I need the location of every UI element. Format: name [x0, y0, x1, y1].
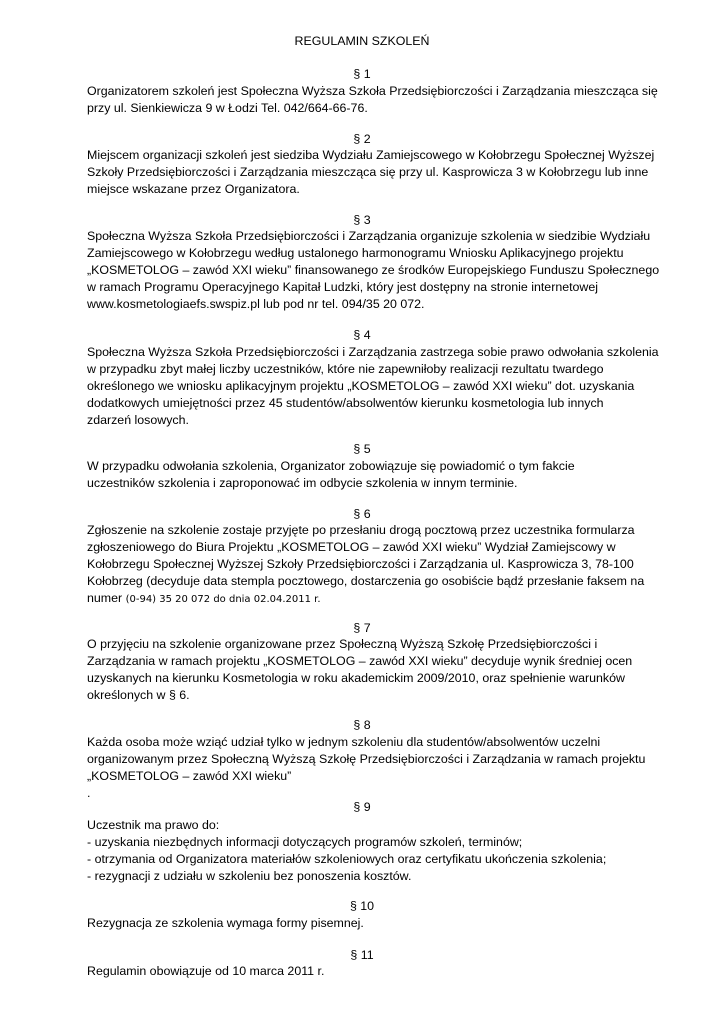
text-line: Kołobrzeg (decyduje data stempla pocztowego, dostarczenia go osobiście bądź przesłanie faksem na [87, 574, 645, 588]
fax-number-text: (0-94) 35 20 072 do dnia 02.04.2011 r. [125, 594, 321, 605]
text-line: www.kosmetologiaefs.swspiz.pl lub pod nr tel. 094/35 20 072. [87, 297, 425, 311]
text-line: Społeczna Wyższa Szkoła Przedsiębiorczości i Zarządzania zastrzega sobie prawo odwołania szkolenia [87, 345, 659, 359]
text-line: dodatkowych umiejętności przez 45 studentów/absolwentów kierunku kosmetologia lub innych [87, 396, 604, 410]
text-line: określonych w § 6. [87, 688, 190, 702]
text-line: miejsce wskazane przez Organizatora. [87, 182, 300, 196]
text-line: Miejscem organizacji szkoleń jest siedziba Wydziału Zamiejscowego w Kołobrzegu Społecznej Wyższej [87, 148, 655, 162]
section-heading-4: § 4 [353, 328, 371, 342]
text-line: uzyskanych na kierunku Kosmetologia w roku akademickim 2009/2010, oraz spełnienie warunków [87, 671, 625, 685]
section-text-2 [87, 147, 655, 198]
text-line: „KOSMETOLOG – zawód XXI wieku” finansowanego ze środków Europejskiego Funduszu Społecznego [87, 263, 660, 277]
text-line: Organizatorem szkoleń jest Społeczna Wyższa Szkoła Przedsiębiorczości i Zarządzania mieszcząca się [87, 84, 658, 98]
section-text-6 [87, 522, 647, 608]
section-heading-3: § 3 [353, 213, 371, 227]
text-line: zgłoszeniowego do Biura Projektu „KOSMETOLOG – zawód XXI wieku” Wydział Zamiejscowy w [87, 540, 616, 554]
section-heading-6: § 6 [353, 507, 371, 521]
text-fragment: numer [87, 591, 126, 605]
text-line: określonego we wniosku aplikacyjnym projektu „KOSMETOLOG – zawód XXI wieku” dot. uzyskania [87, 379, 635, 393]
text-line: zdarzeń losowych. [87, 413, 189, 427]
text-line [87, 590, 647, 608]
text-line: Szkoły Przedsiębiorczości i Zarządzania mieszcząca się przy ul. Kasprowicza 3 w Kołobrzegu lub inne [87, 165, 649, 179]
section-text-3 [87, 228, 660, 313]
text-line: uczestników szkolenia i zaproponować im odbycie szkolenia w innym terminie. [87, 476, 518, 490]
text-line: Uczestnik ma prawo do: [87, 818, 220, 832]
text-line: - uzyskania niezbędnych informacji dotyczących programów szkoleń, terminów; [87, 835, 523, 849]
text-line: Kołobrzegu Społecznej Wyższej Szkoły Przedsiębiorczości i Zarządzania ul. Kasprowicza 3, 78-100 [87, 557, 634, 571]
section-heading-8: § 8 [353, 718, 371, 732]
section-text-8 [87, 734, 647, 802]
section-text-10 [87, 915, 647, 932]
text-line: Regulamin obowiązuje od 10 marca 2011 r. [87, 964, 325, 978]
section-text-4 [87, 344, 659, 429]
text-line: Każda osoba może wziąć udział tylko w jednym szkoleniu dla studentów/absolwentów uczelni [87, 735, 601, 749]
text-line: Rezygnacja ze szkolenia wymaga formy pisemnej. [87, 916, 364, 930]
text-line: Społeczna Wyższa Szkoła Przedsiębiorczości i Zarządzania organizuje szkolenia w siedzibie Wydziału [87, 229, 651, 243]
section-text-11 [87, 963, 647, 980]
text-line: Zarządzania w ramach projektu „KOSMETOLOG – zawód XXI wieku” decyduje wynik średniej ocen [87, 654, 633, 668]
text-line: - otrzymania od Organizatora materiałów szkoleniowych oraz certyfikatu ukończenia szkolenia; [87, 852, 607, 866]
text-line: W przypadku odwołania szkolenia, Organizator zobowiązuje się powiadomić o tym fakcie [87, 459, 575, 473]
section-heading-10: § 10 [349, 899, 375, 913]
text-line: „KOSMETOLOG – zawód XXI wieku” [87, 769, 292, 783]
section-heading-7: § 7 [353, 621, 371, 635]
text-line: O przyjęciu na szkolenie organizowane przez Społeczną Wyższą Szkołę Przedsiębiorczości i [87, 637, 598, 651]
section-heading-1: § 1 [353, 67, 371, 81]
text-line: Zamiejscowego w Kołobrzegu według ustalonego harmonogramu Wniosku Aplikacyjnego projektu [87, 246, 624, 260]
text-line: przy ul. Sienkiewicza 9 w Łodzi Tel. 042/664-66-76. [87, 101, 368, 115]
text-line: - rezygnacji z udziału w szkoleniu bez ponoszenia kosztów. [87, 869, 412, 883]
text-line: . [87, 786, 91, 800]
section-text-5 [87, 458, 647, 492]
text-line: w ramach Programu Operacyjnego Kapitał Ludzki, który jest dostępny na stronie internetowej [87, 280, 599, 294]
section-text-1 [87, 83, 658, 117]
document-title: REGULAMIN SZKOLEŃ [294, 34, 430, 48]
section-heading-5: § 5 [353, 442, 371, 456]
section-text-7 [87, 636, 647, 704]
text-line: organizowanym przez Społeczną Wyższą Szkołę Przedsiębiorczości i Zarządzania w ramach projektu [87, 752, 646, 766]
section-text-9 [87, 817, 647, 885]
text-line: Zgłoszenie na szkolenie zostaje przyjęte po przesłaniu drogą pocztową przez uczestnika formularza [87, 523, 635, 537]
section-heading-9: § 9 [353, 800, 371, 814]
section-heading-2: § 2 [353, 132, 371, 146]
text-line: w przypadku zbyt małej liczby uczestników, które nie zapewniłoby realizacji rezultatu twardego [87, 362, 604, 376]
section-heading-11: § 11 [350, 948, 374, 962]
